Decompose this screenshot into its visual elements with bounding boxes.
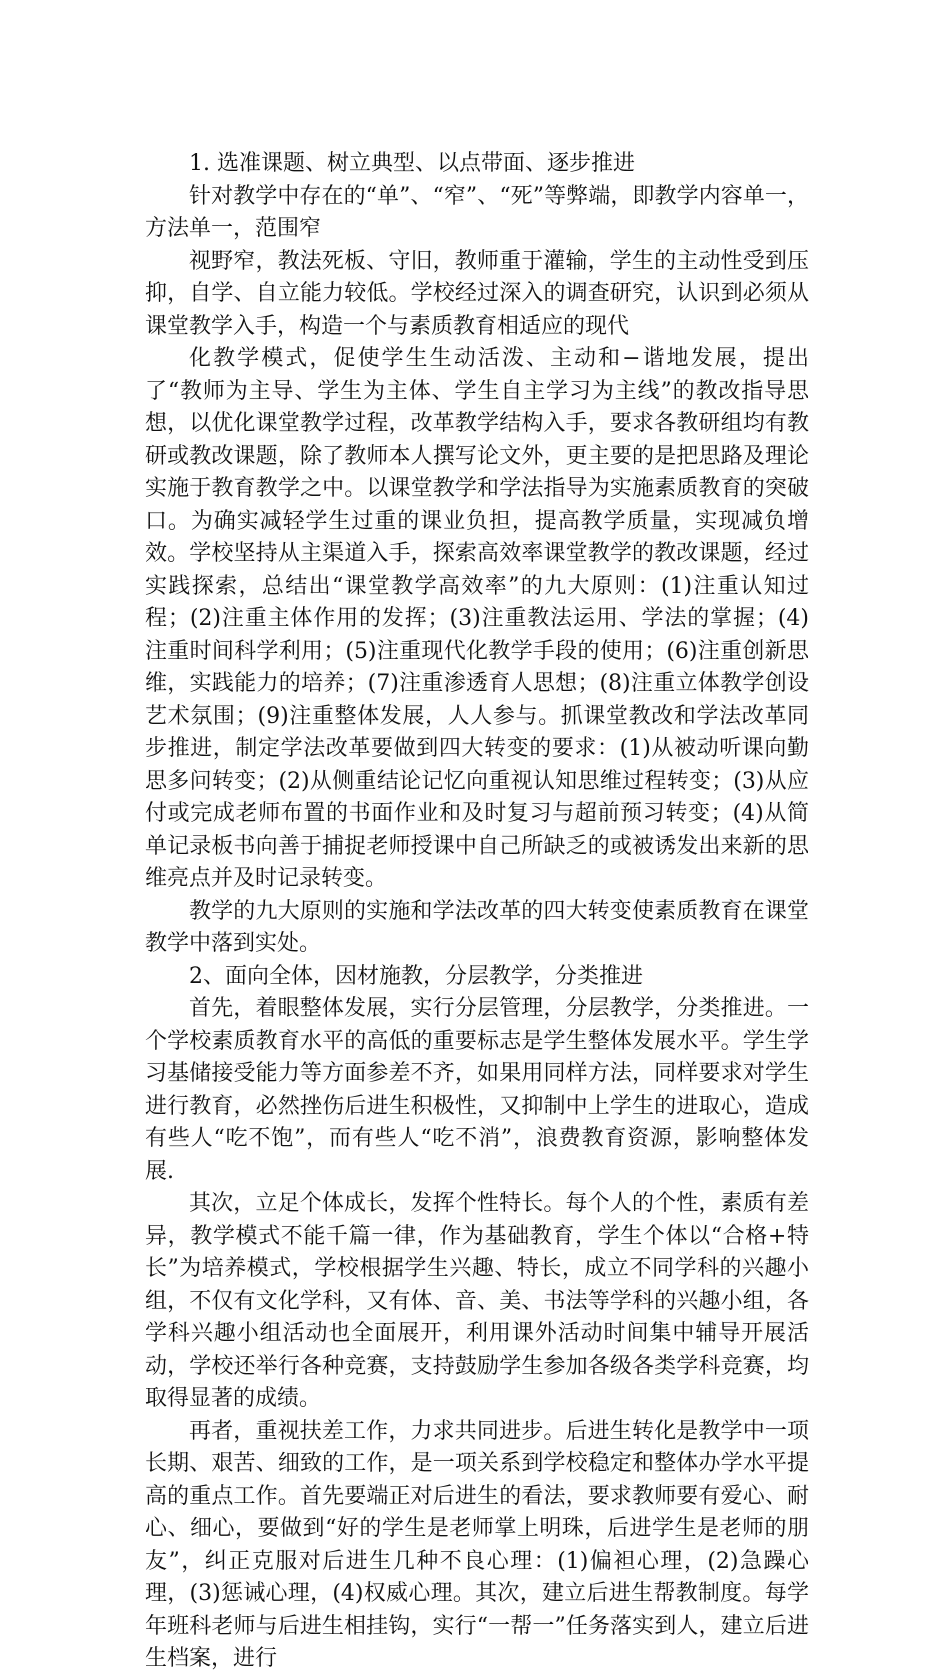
body-paragraph: 首先，着眼整体发展，实行分层管理，分层教学，分类推进。一个学校素质教育水平的高低的重要标志是学生整体发展水平。学生学习基储接受能力等方面参差不齐，如果用同样方法，同样要求对学生进行教育，必然挫伤后进生积极性，又抑制中上学生的进取心，造成有些人“吃不饱”，而有些人“吃不消”，浪费教育资源，影响整体发展. [145, 996, 809, 1184]
body-paragraph: 其次，立足个体成长，发挥个性特长。每个人的个性，素质有差异，教学模式不能千篇一律，作为基础教育，学生个体以“合格+特长”为培养模式，学校根据学生兴趣、特长，成立不同学科的兴趣小组，不仅有文化学科，又有体、音、美、书法等学科的兴趣小组，各学科兴趣小组活动也全面展开，利用课外活动时间集中辅导开展活动，学校还举行各种竞赛，支持鼓励学生参加各级各类学科竞赛，均取得显著的成绩。 [145, 1191, 809, 1411]
document-page [145, 148, 809, 1676]
body-paragraph: 视野窄，教法死板、守旧，教师重于灌输，学生的主动性受到压抑，自学、自立能力较低。学校经过深入的调查研究，认识到必须从课堂教学入手，构造一个与素质教育相适应的现代 [145, 248, 809, 339]
section-heading-1: 1. 选准课题、树立典型、以点带面、逐步推进 [189, 151, 635, 176]
body-paragraph: 教学的九大原则的实施和学法改革的四大转变使素质教育在课堂教学中落到实处。 [145, 898, 809, 956]
body-paragraph: 再者，重视扶差工作，力求共同进步。后进生转化是教学中一项长期、艰苦、细致的工作，是一项关系到学校稳定和整体办学水平提高的重点工作。首先要端正对后进生的看法，要求教师要有爱心、耐心、细心，要做到“好的学生是老师掌上明珠，后进学生是老师的朋友”，纠正克服对后进生几种不良心理：(1)偏袒心理，(2)急躁心理，(3)惩诫心理，(4)权威心理。其次，建立后进生帮教制度。每学年班科老师与后进生相挂钩，实行“一帮一”任务落实到人，建立后进生档案，进行 [145, 1418, 809, 1671]
body-paragraph: 化教学模式，促使学生生动活泼、主动和−谐地发展，提出了“教师为主导、学生为主体、学生自主学习为主线”的教改指导思想，以优化课堂教学过程，改革教学结构入手，要求各教研组均有教研或教改课题，除了教师本人撰写论文外，更主要的是把思路及理论实施于教育教学之中。以课堂教学和学法指导为实施素质教育的突破口。为确实减轻学生过重的课业负担，提高教学质量，实现减负增效。学校坚持从主渠道入手，探索高效率课堂教学的教改课题，经过实践探索，总结出“课堂教学高效率”的九大原则：(1)注重认知过程；(2)注重主体作用的发挥；(3)注重教法运用、学法的掌握；(4)注重时间科学利用；(5)注重现代化教学手段的使用；(6)注重创新思维，实践能力的培养；(7)注重渗透育人思想；(8)注重立体教学创设艺术氛围；(9)注重整体发展，人人参与。抓课堂教改和学法改革同步推进，制定学法改革要做到四大转变的要求：(1)从被动听课向勤思多问转变；(2)从侧重结论记忆向重视认知思维过程转变；(3)从应付或完成老师布置的书面作业和及时复习与超前预习转变；(4)从简单记录板书向善于捕捉老师授课中自己所缺乏的或被诱发出来新的思维亮点并及时记录转变。 [145, 346, 809, 891]
section-heading-2: 2、面向全体，因材施教，分层教学，分类推进 [189, 963, 643, 989]
body-paragraph: 针对教学中存在的“单”、“窄”、“死”等弊端，即教学内容单一，方法单一，范围窄 [145, 183, 809, 241]
